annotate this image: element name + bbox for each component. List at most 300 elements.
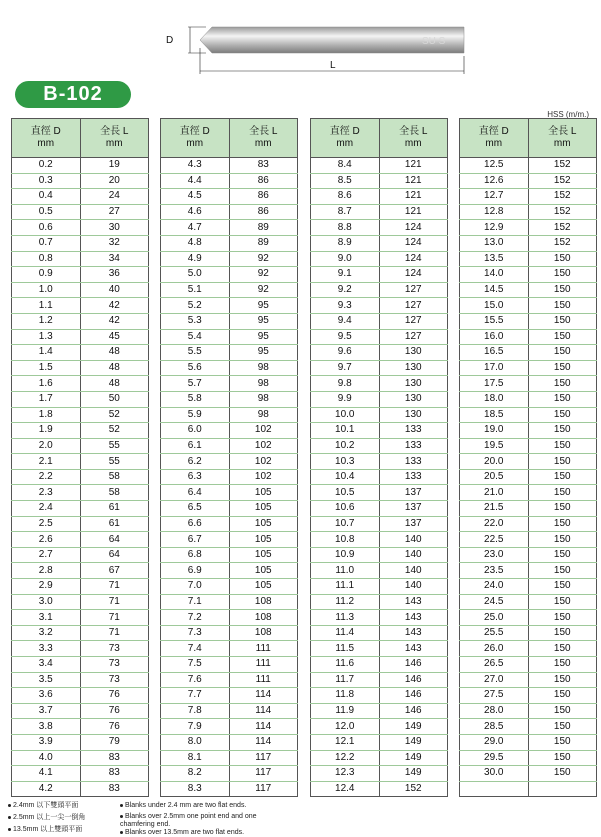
diameter-cell: 2.8	[12, 563, 81, 579]
length-cell: 150	[528, 750, 597, 766]
length-cell: 64	[80, 532, 149, 548]
table-row	[311, 189, 448, 205]
table-row	[12, 454, 149, 470]
table-header-row	[311, 119, 448, 158]
diameter-cell: 0.2	[12, 158, 81, 174]
length-cell: 121	[379, 189, 448, 205]
diameter-cell: 1.4	[12, 345, 81, 361]
diameter-cell: 10.9	[311, 547, 380, 563]
length-cell: 36	[80, 267, 149, 283]
table-row	[12, 532, 149, 548]
length-cell: 73	[80, 657, 149, 673]
length-cell: 150	[528, 657, 597, 673]
length-cell: 117	[229, 766, 298, 782]
table-row	[12, 438, 149, 454]
table-row	[161, 657, 298, 673]
diameter-cell: 5.6	[161, 360, 230, 376]
table-row	[460, 719, 597, 735]
diameter-cell: 0.6	[12, 220, 81, 236]
diameter-cell: 12.8	[460, 204, 529, 220]
size-table-4	[459, 118, 597, 797]
diameter-header: 直徑 D mm	[460, 119, 529, 158]
length-cell: 105	[229, 579, 298, 595]
diameter-cell: 5.4	[161, 329, 230, 345]
length-cell: 45	[80, 329, 149, 345]
diameter-cell: 5.9	[161, 407, 230, 423]
table-row	[12, 672, 149, 688]
size-table-2	[160, 118, 298, 797]
length-cell: 71	[80, 579, 149, 595]
table-row-empty	[460, 781, 597, 797]
table-row	[12, 469, 149, 485]
table-row	[311, 298, 448, 314]
table-row	[311, 391, 448, 407]
length-cell: 143	[379, 625, 448, 641]
length-cell: 150	[528, 376, 597, 392]
length-cell: 86	[229, 204, 298, 220]
table-row	[311, 625, 448, 641]
diameter-cell: 19.5	[460, 438, 529, 454]
length-cell: 105	[229, 532, 298, 548]
length-cell: 146	[379, 657, 448, 673]
table-row	[161, 267, 298, 283]
table-row	[460, 158, 597, 174]
diameter-cell: 14.5	[460, 282, 529, 298]
table-row	[460, 641, 597, 657]
table-row	[161, 251, 298, 267]
table-row	[12, 563, 149, 579]
diameter-cell: 1.2	[12, 313, 81, 329]
table-row	[311, 407, 448, 423]
diameter-cell: 4.5	[161, 189, 230, 205]
table-row	[311, 657, 448, 673]
table-row	[161, 282, 298, 298]
length-cell: 114	[229, 719, 298, 735]
table-row	[460, 547, 597, 563]
diameter-cell: 10.7	[311, 516, 380, 532]
table-row	[161, 734, 298, 750]
table-row	[311, 563, 448, 579]
length-cell: 149	[379, 734, 448, 750]
table-header-row	[460, 119, 597, 158]
length-cell: 150	[528, 672, 597, 688]
table-row	[161, 485, 298, 501]
length-cell: 117	[229, 781, 298, 797]
diameter-cell: 10.5	[311, 485, 380, 501]
diameter-cell: 2.0	[12, 438, 81, 454]
table-row	[161, 329, 298, 345]
table-row	[311, 173, 448, 189]
table-row	[12, 594, 149, 610]
length-cell: 130	[379, 391, 448, 407]
length-cell: 102	[229, 454, 298, 470]
diameter-cell: 1.1	[12, 298, 81, 314]
table-row	[161, 766, 298, 782]
length-cell: 76	[80, 688, 149, 704]
length-cell: 83	[229, 158, 298, 174]
diameter-cell: 9.9	[311, 391, 380, 407]
length-cell: 48	[80, 345, 149, 361]
table-row	[12, 251, 149, 267]
table-row	[12, 625, 149, 641]
diameter-cell: 11.1	[311, 579, 380, 595]
diameter-cell: 24.0	[460, 579, 529, 595]
length-cell: 114	[229, 734, 298, 750]
table-row	[311, 532, 448, 548]
length-cell: 143	[379, 610, 448, 626]
length-cell: 32	[80, 235, 149, 251]
table-row	[12, 423, 149, 439]
table-row	[12, 189, 149, 205]
diameter-cell: 8.7	[311, 204, 380, 220]
table-row	[460, 766, 597, 782]
diameter-cell: 7.5	[161, 657, 230, 673]
diameter-cell: 7.2	[161, 610, 230, 626]
length-cell: 24	[80, 189, 149, 205]
length-cell: 137	[379, 485, 448, 501]
length-cell: 150	[528, 532, 597, 548]
length-cell: 105	[229, 485, 298, 501]
table-row	[311, 579, 448, 595]
table-row	[460, 672, 597, 688]
diameter-cell: 20.0	[460, 454, 529, 470]
length-cell: 55	[80, 454, 149, 470]
diameter-cell: 3.5	[12, 672, 81, 688]
length-cell: 105	[229, 501, 298, 517]
table-row	[460, 267, 597, 283]
table-row	[460, 703, 597, 719]
diameter-cell: 8.2	[161, 766, 230, 782]
table-row	[460, 407, 597, 423]
table-row	[460, 313, 597, 329]
length-cell: 150	[528, 641, 597, 657]
diameter-cell: 10.6	[311, 501, 380, 517]
diameter-cell: 7.9	[161, 719, 230, 735]
length-cell: 61	[80, 501, 149, 517]
diameter-cell: 18.5	[460, 407, 529, 423]
diameter-cell: 4.4	[161, 173, 230, 189]
table-row	[161, 641, 298, 657]
length-cell: 124	[379, 251, 448, 267]
length-cell: 150	[528, 485, 597, 501]
length-cell: 58	[80, 485, 149, 501]
length-cell: 150	[528, 719, 597, 735]
length-cell: 102	[229, 469, 298, 485]
diameter-cell: 9.4	[311, 313, 380, 329]
length-cell: 98	[229, 376, 298, 392]
length-cell: 150	[528, 329, 597, 345]
diameter-cell: 4.7	[161, 220, 230, 236]
table-row	[12, 688, 149, 704]
table-row	[460, 189, 597, 205]
length-cell: 19	[80, 158, 149, 174]
diameter-cell: 12.6	[460, 173, 529, 189]
diameter-cell: 23.5	[460, 563, 529, 579]
table-row	[460, 579, 597, 595]
diameter-cell: 24.5	[460, 594, 529, 610]
diameter-cell: 12.9	[460, 220, 529, 236]
length-cell: 98	[229, 360, 298, 376]
table-row	[12, 391, 149, 407]
table-row	[161, 579, 298, 595]
table-row	[311, 360, 448, 376]
length-cell: 52	[80, 423, 149, 439]
table-row	[12, 547, 149, 563]
length-header: 全長 L mm	[80, 119, 149, 158]
table-row	[161, 703, 298, 719]
length-cell: 117	[229, 750, 298, 766]
length-cell: 150	[528, 563, 597, 579]
length-cell: 95	[229, 313, 298, 329]
table-row	[161, 454, 298, 470]
note-en-2: Blanks over 2.5mm one point end and one chamfering end.	[120, 813, 257, 828]
diameter-cell: 11.4	[311, 625, 380, 641]
diameter-cell: 4.0	[12, 750, 81, 766]
length-cell: 127	[379, 329, 448, 345]
table-row	[12, 516, 149, 532]
length-cell: 95	[229, 345, 298, 361]
table-row	[12, 220, 149, 236]
length-cell: 127	[379, 313, 448, 329]
table-row	[311, 719, 448, 735]
table-row	[460, 750, 597, 766]
table-row	[460, 610, 597, 626]
table-row	[161, 501, 298, 517]
diameter-cell: 10.8	[311, 532, 380, 548]
length-cell: 83	[80, 766, 149, 782]
diameter-cell: 4.1	[12, 766, 81, 782]
table-row	[311, 516, 448, 532]
length-cell: 92	[229, 267, 298, 283]
diameter-header: 直徑 D mm	[311, 119, 380, 158]
diameter-cell: 6.9	[161, 563, 230, 579]
diameter-cell: 12.2	[311, 750, 380, 766]
length-cell: 133	[379, 454, 448, 470]
length-cell: 149	[379, 719, 448, 735]
length-cell: 133	[379, 438, 448, 454]
table-row	[12, 345, 149, 361]
diameter-cell: 11.8	[311, 688, 380, 704]
diameter-cell: 22.0	[460, 516, 529, 532]
length-cell: 52	[80, 407, 149, 423]
table-row	[161, 376, 298, 392]
note-zh-1: 2.4mm 以下雙頭平面	[8, 802, 78, 810]
table-row	[12, 766, 149, 782]
diameter-cell: 6.5	[161, 501, 230, 517]
table-row	[460, 485, 597, 501]
diameter-cell: 1.3	[12, 329, 81, 345]
length-cell: 140	[379, 579, 448, 595]
table-row	[161, 594, 298, 610]
diameter-cell: 11.9	[311, 703, 380, 719]
table-row	[161, 158, 298, 174]
length-cell: 137	[379, 516, 448, 532]
diameter-cell: 12.3	[311, 766, 380, 782]
length-cell: 150	[528, 298, 597, 314]
table-row	[460, 454, 597, 470]
length-cell: 71	[80, 610, 149, 626]
diameter-cell: 12.4	[311, 781, 380, 797]
length-cell: 105	[229, 516, 298, 532]
length-cell: 105	[229, 563, 298, 579]
diameter-cell: 22.5	[460, 532, 529, 548]
table-row	[460, 298, 597, 314]
length-cell: 150	[528, 282, 597, 298]
length-cell: 146	[379, 703, 448, 719]
diameter-cell: 2.4	[12, 501, 81, 517]
diameter-cell: 5.8	[161, 391, 230, 407]
length-cell: 150	[528, 438, 597, 454]
length-cell: 152	[528, 158, 597, 174]
diameter-cell: 4.2	[12, 781, 81, 797]
diameter-cell: 3.3	[12, 641, 81, 657]
diameter-cell: 8.3	[161, 781, 230, 797]
length-cell: 150	[528, 766, 597, 782]
table-row	[460, 532, 597, 548]
length-cell: 48	[80, 376, 149, 392]
length-cell: 124	[379, 220, 448, 236]
length-cell: 27	[80, 204, 149, 220]
length-cell: 121	[379, 158, 448, 174]
length-cell: 83	[80, 750, 149, 766]
length-cell: 150	[528, 610, 597, 626]
diameter-cell: 3.1	[12, 610, 81, 626]
length-cell: 124	[379, 267, 448, 283]
diameter-cell: 7.4	[161, 641, 230, 657]
length-cell: 67	[80, 563, 149, 579]
diameter-cell: 7.1	[161, 594, 230, 610]
diameter-cell: 25.0	[460, 610, 529, 626]
diameter-cell: 5.5	[161, 345, 230, 361]
diameter-cell: 19.0	[460, 423, 529, 439]
length-cell: 150	[528, 423, 597, 439]
table-row	[311, 220, 448, 236]
table-row	[460, 204, 597, 220]
length-cell: 95	[229, 298, 298, 314]
diameter-cell: 13.0	[460, 235, 529, 251]
length-cell: 108	[229, 610, 298, 626]
length-cell: 137	[379, 501, 448, 517]
length-cell: 150	[528, 579, 597, 595]
diameter-cell: 9.8	[311, 376, 380, 392]
table-row	[460, 360, 597, 376]
table-row	[460, 235, 597, 251]
diameter-cell: 1.7	[12, 391, 81, 407]
table-row	[161, 750, 298, 766]
table-row	[311, 329, 448, 345]
length-cell: 105	[229, 547, 298, 563]
length-cell: 150	[528, 391, 597, 407]
diameter-cell: 6.2	[161, 454, 230, 470]
table-row	[161, 204, 298, 220]
diameter-cell: 12.1	[311, 734, 380, 750]
length-cell: 143	[379, 641, 448, 657]
length-cell: 73	[80, 641, 149, 657]
table-row	[161, 781, 298, 797]
table-row	[12, 158, 149, 174]
diameter-cell: 11.0	[311, 563, 380, 579]
length-cell: 42	[80, 298, 149, 314]
length-cell: 98	[229, 407, 298, 423]
diameter-cell: 0.4	[12, 189, 81, 205]
diameter-header: 直徑 D mm	[161, 119, 230, 158]
table-row	[12, 750, 149, 766]
diameter-cell: 15.5	[460, 313, 529, 329]
table-row	[161, 345, 298, 361]
diameter-cell: 10.4	[311, 469, 380, 485]
table-row	[311, 267, 448, 283]
length-cell: 108	[229, 594, 298, 610]
note-zh-3: 13.5mm 以上雙頭平面	[8, 826, 82, 834]
length-cell: 42	[80, 313, 149, 329]
diameter-cell: 3.6	[12, 688, 81, 704]
length-cell: 114	[229, 703, 298, 719]
length-cell: 108	[229, 625, 298, 641]
length-cell: 61	[80, 516, 149, 532]
table-row	[460, 563, 597, 579]
diameter-cell: 29.0	[460, 734, 529, 750]
table-row	[161, 688, 298, 704]
table-row	[161, 407, 298, 423]
diameter-cell: 27.0	[460, 672, 529, 688]
diameter-cell: 8.9	[311, 235, 380, 251]
diameter-cell: 4.8	[161, 235, 230, 251]
diameter-cell: 21.5	[460, 501, 529, 517]
table-row	[311, 313, 448, 329]
table-row	[311, 672, 448, 688]
table-row	[12, 407, 149, 423]
diameter-cell: 9.7	[311, 360, 380, 376]
table-row	[460, 173, 597, 189]
diameter-cell: 6.7	[161, 532, 230, 548]
length-cell: 150	[528, 313, 597, 329]
diameter-cell: 2.5	[12, 516, 81, 532]
length-cell: 149	[379, 766, 448, 782]
table-row	[12, 376, 149, 392]
length-cell: 20	[80, 173, 149, 189]
table-row	[311, 547, 448, 563]
length-cell: 89	[229, 235, 298, 251]
diameter-cell: 2.3	[12, 485, 81, 501]
table-row	[12, 781, 149, 797]
length-cell: 150	[528, 501, 597, 517]
length-cell: 71	[80, 625, 149, 641]
table-row	[161, 391, 298, 407]
table-row	[161, 235, 298, 251]
length-cell: 92	[229, 282, 298, 298]
table-row	[460, 734, 597, 750]
table-row	[311, 766, 448, 782]
table-row	[460, 501, 597, 517]
length-cell: 55	[80, 438, 149, 454]
diameter-cell: 29.5	[460, 750, 529, 766]
diameter-cell: 17.5	[460, 376, 529, 392]
length-cell: 127	[379, 282, 448, 298]
diameter-cell: 4.9	[161, 251, 230, 267]
diameter-cell: 2.6	[12, 532, 81, 548]
diameter-cell: 13.5	[460, 251, 529, 267]
table-row	[460, 469, 597, 485]
table-row	[161, 298, 298, 314]
diameter-cell: 12.5	[460, 158, 529, 174]
diameter-cell: 3.4	[12, 657, 81, 673]
diameter-cell: 5.2	[161, 298, 230, 314]
diameter-cell: 16.0	[460, 329, 529, 345]
table-row	[311, 485, 448, 501]
table-row	[311, 688, 448, 704]
diameter-cell: 0.9	[12, 267, 81, 283]
table-row	[12, 579, 149, 595]
